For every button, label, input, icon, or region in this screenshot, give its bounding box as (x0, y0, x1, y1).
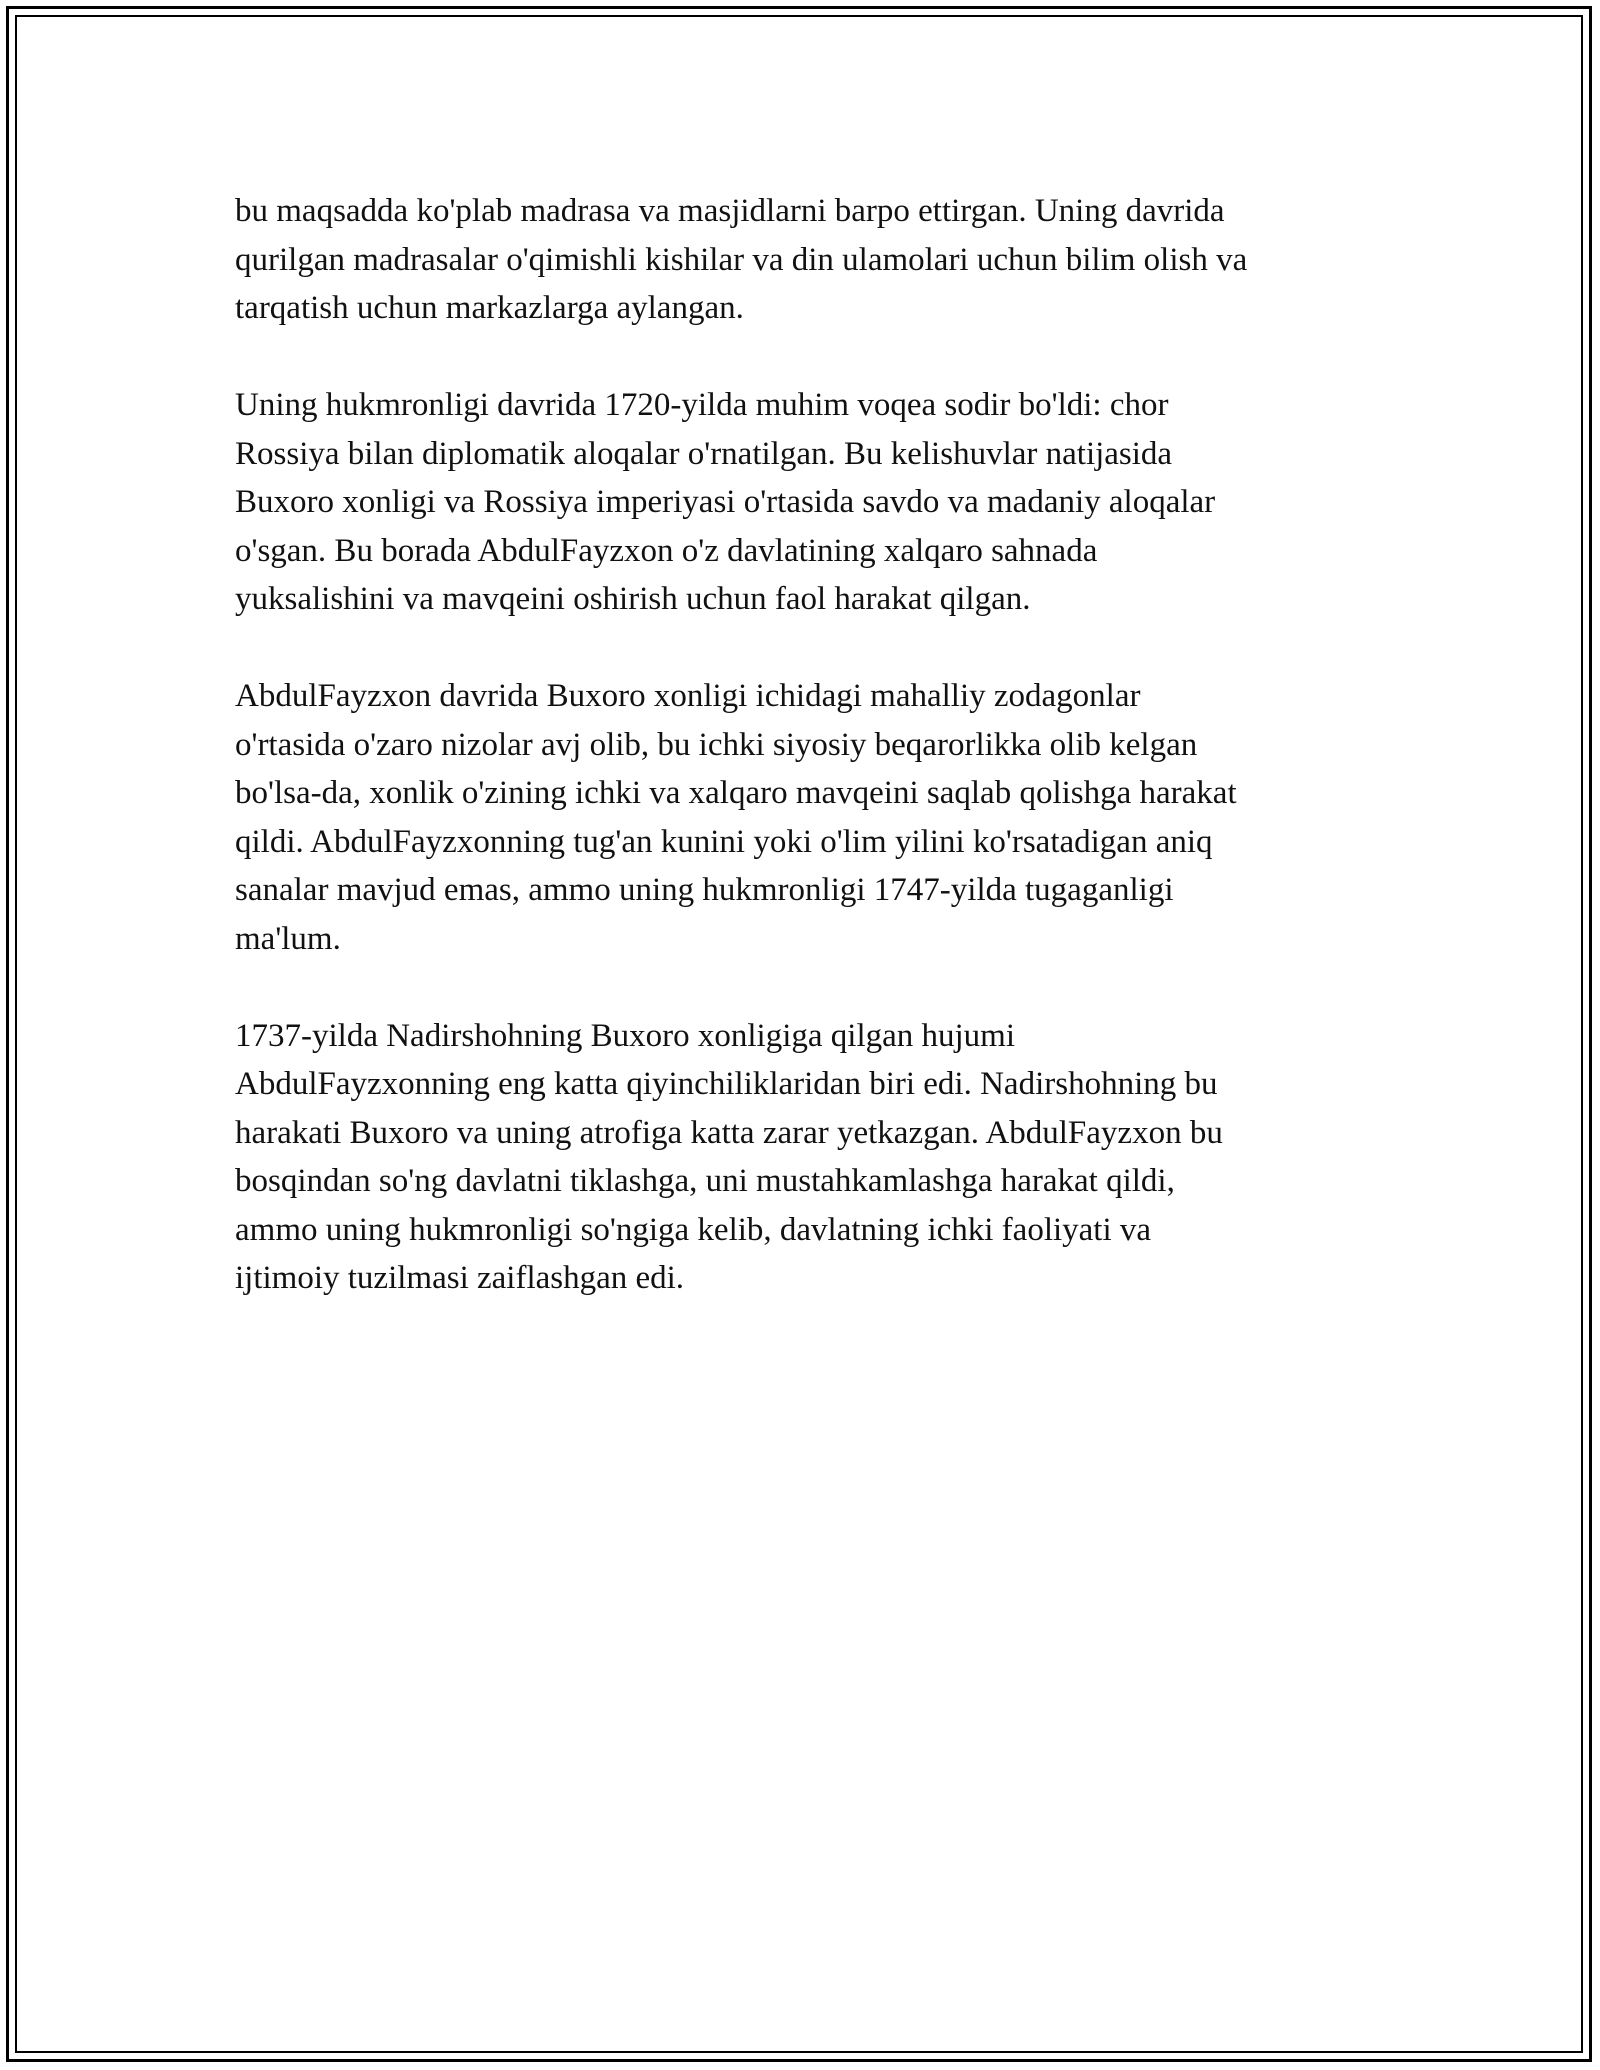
text-line: qurilgan madrasalar o'qimishli kishilar va din ulamolari uchun bilim olish va (235, 241, 1248, 278)
text-line: AbdulFayzxonning eng katta qiyinchiliklaridan biri edi. Nadirshohning bu (235, 1066, 1218, 1102)
text-line: sanalar mavjud emas, ammo uning hukmronligi 1747-yilda tugaganligi (235, 872, 1174, 908)
text-line: bosqindan so'ng davlatni tiklashga, uni mustahkamlashga harakat qildi, (235, 1163, 1175, 1199)
paragraph-4 (235, 1012, 1365, 1303)
text-line: 1737-yilda Nadirshohning Buxoro xonligiga qilgan hujumi (235, 1017, 1016, 1054)
text-line: Uning hukmronligi davrida 1720-yilda muhim voqea sodir bo'ldi: chor (235, 387, 1169, 423)
text-line: ammo uning hukmronligi so'ngiga kelib, davlatning ichki faoliyati va (235, 1211, 1152, 1248)
text-line: Buxoro xonligi va Rossiya imperiyasi o'rtasida savdo va madaniy aloqalar (235, 484, 1216, 520)
text-line: yuksalishini va mavqeini oshirish uchun faol harakat qilgan. (235, 581, 1031, 617)
text-line: bo'lsa-da, xonlik o'zining ichki va xalqaro mavqeini saqlab qolishga harakat (235, 775, 1237, 811)
text-line: ma'lum. (235, 920, 341, 957)
text-line: AbdulFayzxon davrida Buxoro xonligi ichidagi mahalliy zodagonlar (235, 678, 1141, 714)
text-line: bu maqsadda ko'plab madrasa va masjidlarni barpo ettirgan. Uning davrida (235, 193, 1225, 229)
text-line: harakati Buxoro va uning atrofiga katta zarar yetkazgan. AbdulFayzxon bu (235, 1114, 1223, 1151)
paragraph-3 (235, 672, 1365, 963)
text-line: Rossiya bilan diplomatik aloqalar o'rnatilgan. Bu kelishuvlar natijasida (235, 435, 1173, 472)
text-line: o'rtasida o'zaro nizolar avj olib, bu ichki siyosiy beqarorlikka olib kelgan (235, 726, 1198, 763)
text-line: tarqatish uchun markazlarga aylangan. (235, 290, 744, 326)
paragraph-1 (235, 187, 1365, 333)
document-body (235, 187, 1365, 1351)
paragraph-2 (235, 381, 1365, 624)
text-line: o'sgan. Bu borada AbdulFayzxon o'z davlatining xalqaro sahnada (235, 532, 1098, 569)
text-line: qildi. AbdulFayzxonning tug'an kunini yoki o'lim yilini ko'rsatadigan aniq (235, 823, 1213, 860)
text-line: ijtimoiy tuzilmasi zaiflashgan edi. (235, 1260, 685, 1296)
